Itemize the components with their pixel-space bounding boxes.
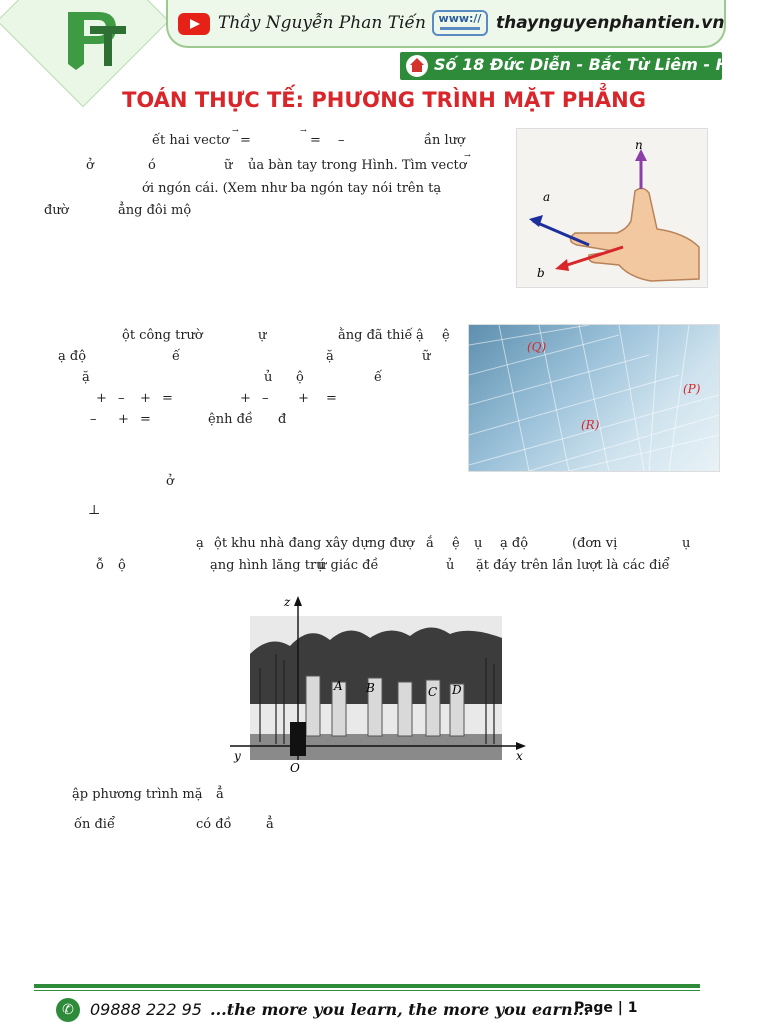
text-fragment: ốn điể [74, 817, 115, 832]
text-fragment: ệ [442, 328, 450, 343]
text-fragment: đườ [44, 203, 69, 218]
text-fragment: – [338, 133, 345, 148]
label-plane-r: (R) [581, 418, 600, 432]
footer-divider-thin [34, 990, 700, 991]
text-fragment: đ [278, 412, 287, 427]
equation-symbol: – [118, 391, 125, 406]
text-fragment: ữ [224, 158, 233, 173]
text-fragment: ẳ [266, 817, 274, 832]
text-fragment: ậ [416, 328, 424, 343]
page-title: TOÁN THỰC TẾ: PHƯƠNG TRÌNH MẶT PHẲNG [122, 88, 646, 112]
vector-arrow: → [300, 126, 307, 135]
text-fragment: ủ [264, 370, 273, 385]
axis-label-y: y [234, 749, 241, 763]
website-icon-label: www:// [438, 12, 482, 25]
point-label-d: D [452, 683, 462, 697]
text-fragment: ế [172, 349, 180, 364]
footer-divider [34, 984, 700, 988]
text-fragment: ặ [82, 370, 90, 385]
axis-label-x: x [516, 749, 523, 763]
text-fragment: = [240, 133, 251, 148]
text-fragment: ặ [326, 349, 334, 364]
text-fragment: ạ độ [500, 536, 529, 551]
teacher-name: Thầy Nguyễn Phan Tiến [218, 13, 426, 33]
hand-vector-figure [516, 128, 708, 288]
text-fragment: = [310, 133, 321, 148]
page-number: Page | 1 [574, 1000, 638, 1016]
text-fragment: ắ [426, 536, 434, 551]
text-fragment: ộ [118, 558, 126, 573]
phone-icon: ✆ [56, 998, 80, 1022]
logo-icon [58, 4, 128, 70]
hand-illustration [517, 129, 707, 287]
text-fragment: ạ [196, 536, 204, 551]
equation-symbol: – [90, 412, 97, 427]
text-fragment: (đơn vị [572, 536, 618, 551]
equation-symbol: = [162, 391, 173, 406]
text-fragment: ỗ [96, 558, 104, 573]
equation-symbol: + [240, 391, 251, 406]
website-link[interactable]: thaynguyenphantien.vn [496, 13, 725, 33]
origin-label: O [290, 761, 300, 774]
equation-symbol: = [140, 412, 151, 427]
text-fragment: ở [166, 474, 174, 489]
text-fragment: ẳ [216, 787, 224, 802]
text-fragment: ệnh đề [208, 412, 253, 427]
glass-building-figure [468, 324, 720, 472]
glass-planes-illustration [469, 325, 719, 471]
equation-symbol: – [262, 391, 269, 406]
point-label-a: A [334, 679, 343, 693]
text-fragment: ở [86, 158, 94, 173]
label-plane-p: (P) [683, 382, 701, 396]
text-fragment: ữ [422, 349, 431, 364]
label-a: a [543, 190, 551, 204]
equation-symbol: + [96, 391, 107, 406]
construction-site-figure [230, 594, 536, 774]
label-b: b [537, 266, 545, 280]
footer-slogan: ...the more you learn, the more you earn... [210, 1000, 590, 1019]
text-fragment: ột khu nhà đang xây dựng đượ [214, 536, 415, 551]
point-label-c: C [428, 685, 438, 699]
text-fragment: ằng đã thiế [338, 328, 413, 343]
perpendicular-symbol: ⊥ [88, 503, 101, 518]
text-fragment: ạ độ [58, 349, 87, 364]
text-fragment: ủa bàn tay trong Hình. Tìm vectơ [248, 158, 467, 173]
label-plane-q: (Q) [527, 340, 547, 354]
text-fragment: ệ [452, 536, 460, 551]
text-fragment: ộ [296, 370, 304, 385]
vector-arrow: → [464, 151, 471, 160]
website-icon[interactable] [432, 10, 488, 36]
text-fragment: ủ [446, 558, 455, 573]
text-fragment: ự [258, 328, 267, 343]
text-fragment: ột công trườ [122, 328, 203, 343]
text-fragment: ứ giác đề [318, 558, 379, 573]
text-fragment: ần lượ [424, 133, 465, 148]
text-fragment: ụ [682, 536, 691, 551]
text-fragment: ế [374, 370, 382, 385]
text-fragment: ết hai vectơ [152, 133, 230, 148]
point-label-b: B [366, 681, 375, 695]
address-text: Số 18 Đức Diễn - Bắc Từ Liêm - HN [434, 55, 743, 74]
vector-arrow: → [232, 126, 239, 135]
label-n: n [635, 138, 643, 152]
text-fragment: ạng hình lăng trụ [210, 558, 325, 573]
youtube-icon[interactable] [178, 13, 210, 35]
construction-photo [230, 594, 536, 774]
text-fragment: ó [148, 158, 156, 173]
text-fragment: ặt đáy trên lần lượt là các điể [476, 558, 670, 573]
text-fragment: có đồ [196, 817, 232, 832]
phone-number[interactable]: 09888 222 95 [90, 1000, 202, 1019]
home-icon [406, 55, 428, 77]
equation-symbol: + [298, 391, 309, 406]
text-fragment: ẳng đôi mộ [118, 203, 192, 218]
text-fragment: ụ [474, 536, 483, 551]
equation-symbol: = [326, 391, 337, 406]
equation-symbol: + [118, 412, 129, 427]
equation-symbol: + [140, 391, 151, 406]
text-fragment: ập phương trình mặ [72, 787, 203, 802]
axis-label-z: z [284, 595, 291, 609]
text-fragment: ới ngón cái. (Xem như ba ngón tay nói trên tạ [142, 181, 442, 196]
